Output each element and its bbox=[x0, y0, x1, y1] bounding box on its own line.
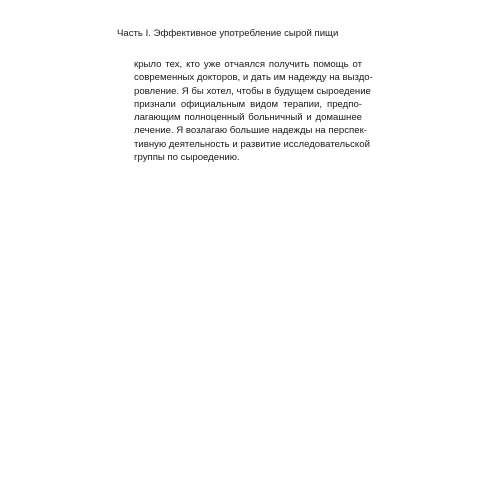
body-paragraph bbox=[134, 58, 373, 164]
running-header: Часть I. Эффективное употребление сырой пищи bbox=[117, 28, 339, 39]
text-line: ровление. Я бы хотел, чтобы в будущем сыроедение bbox=[134, 85, 371, 97]
text-line: тивную деятельность и развитие исследовательской bbox=[134, 138, 370, 150]
text-line: современных докторов, и дать им надежду на выздо- bbox=[134, 72, 373, 84]
text-line: лечение. Я возлагаю большие надежды на перспек- bbox=[134, 125, 367, 137]
text-line: крыло тех, кто уже отчаялся получить помощь от bbox=[134, 59, 362, 70]
text-line: группы по сыроедению. bbox=[134, 152, 240, 164]
text-line: признали официальным видом терапии, предпо- bbox=[134, 98, 362, 110]
text-line: лагающим полноценный больничный и домашнее bbox=[134, 112, 362, 124]
